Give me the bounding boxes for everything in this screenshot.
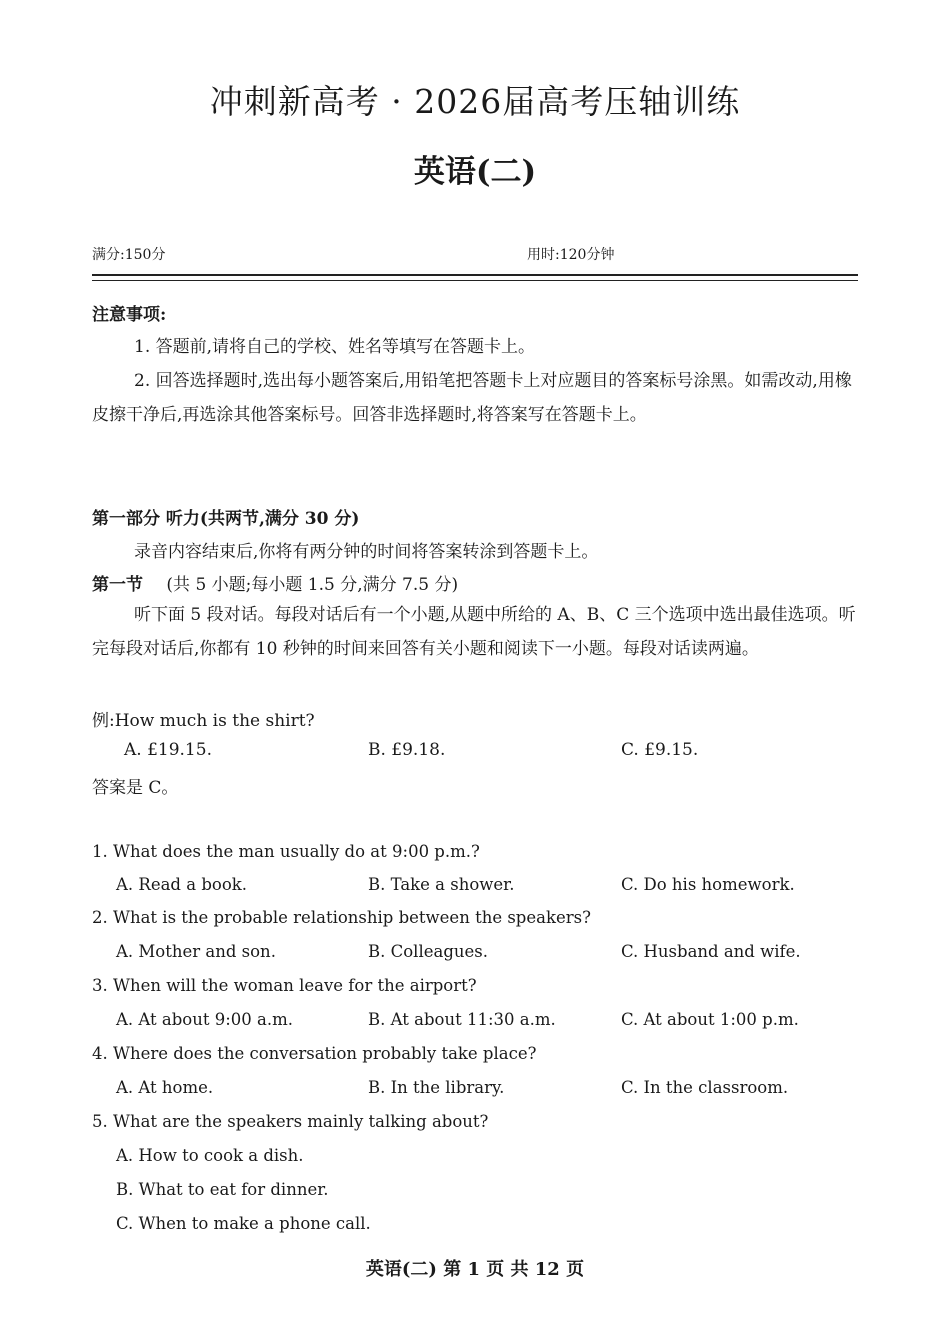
q3-option-b: B. At about 11:30 a.m. (368, 1010, 556, 1029)
section1-heading: 第一节 (92, 575, 143, 595)
page-subtitle: 英语(二) (413, 154, 537, 190)
part1-heading: 第一部分 听力(共两节,满分 30 分) (92, 509, 360, 529)
notice-item-2: 2. 回答选择题时,选出每小题答案后,用铅笔把答题卡上对应题目的答案标号涂黑。如需改动,用橡皮擦干净后,再选涂其他答案标号。回答非选择题时,将答案写在答题卡上。 (92, 371, 852, 425)
q1-option-a: A. Read a book. (116, 875, 247, 894)
notice-item-1: 1. 答题前,请将自己的学校、姓名等填写在答题卡上。 (134, 337, 536, 357)
q5-option-c: C. When to make a phone call. (116, 1214, 371, 1233)
question-4: 4. Where does the conversation probably take place? (92, 1044, 537, 1063)
question-2: 2. What is the probable relationship between the speakers? (92, 908, 591, 927)
q1-option-b: B. Take a shower. (368, 875, 515, 894)
header-rule-thin (92, 280, 858, 281)
q4-option-b: B. In the library. (368, 1078, 505, 1097)
example-option-a: A. £19.15. (124, 740, 212, 760)
part1-intro: 录音内容结束后,你将有两分钟的时间将答案转涂到答题卡上。 (134, 542, 599, 562)
notice-heading: 注意事项: (92, 305, 167, 325)
q3-option-c: C. At about 1:00 p.m. (621, 1010, 799, 1029)
example-answer: 答案是 C。 (92, 778, 179, 798)
q2-option-c: C. Husband and wife. (621, 942, 801, 961)
question-5: 5. What are the speakers mainly talking about? (92, 1112, 489, 1131)
q1-option-c: C. Do his homework. (621, 875, 795, 894)
header-rule-thick (92, 274, 858, 276)
section1-line (92, 570, 458, 595)
example-option-c: C. £9.15. (621, 740, 699, 760)
q5-option-b: B. What to eat for dinner. (116, 1180, 329, 1199)
page-title: 冲刺新高考 · 2026届高考压轴训练 (209, 82, 741, 121)
page-footer: 英语(二) 第 1 页 共 12 页 (365, 1259, 585, 1280)
section1-info: (共 5 小题;每小题 1.5 分,满分 7.5 分) (166, 575, 459, 595)
question-3: 3. When will the woman leave for the airport? (92, 976, 477, 995)
q5-option-a: A. How to cook a dish. (116, 1146, 304, 1165)
example-option-b: B. £9.18. (368, 740, 446, 760)
time-limit: 用时:120分钟 (527, 247, 615, 263)
q4-option-c: C. In the classroom. (621, 1078, 789, 1097)
q3-option-a: A. At about 9:00 a.m. (116, 1010, 294, 1029)
section1-instructions: 听下面 5 段对话。每段对话后有一个小题,从题中所给的 A、B、C 三个选项中选出最佳选项。听完每段对话后,你都有 10 秒钟的时间来回答有关小题和阅读下一小题。每段对话读两遍。 (92, 605, 856, 659)
q4-option-a: A. At home. (116, 1078, 214, 1097)
q2-option-a: A. Mother and son. (116, 942, 276, 961)
example-question: 例:How much is the shirt? (92, 711, 315, 731)
q2-option-b: B. Colleagues. (368, 942, 488, 961)
full-score: 满分:150分 (92, 247, 166, 263)
question-1: 1. What does the man usually do at 9:00 p.m.? (92, 842, 480, 861)
